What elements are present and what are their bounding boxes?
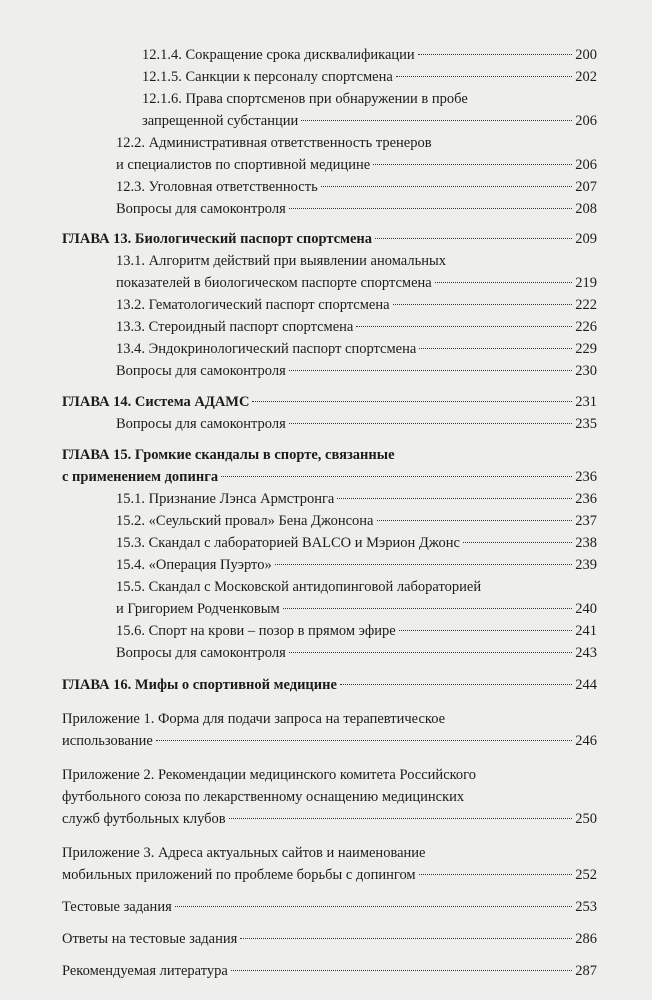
toc-entry-title: 13.2. Гематологический паспорт спортсмена bbox=[116, 297, 390, 313]
toc-page-number: 240 bbox=[575, 601, 597, 617]
toc-page-number: 206 bbox=[575, 113, 597, 129]
toc-chapter-title: ГЛАВА 16. Мифы о спортивной медицине bbox=[62, 677, 337, 693]
toc-entry-12-1-6 bbox=[142, 112, 597, 130]
toc-entry-title: использование bbox=[62, 733, 153, 749]
toc-entry-15-3 bbox=[116, 534, 597, 552]
toc-page-number: 250 bbox=[575, 811, 597, 827]
toc-entry-12-2 bbox=[116, 156, 597, 174]
toc-entry-title: Вопросы для самоконтроля bbox=[116, 363, 286, 379]
dot-leader bbox=[289, 652, 572, 653]
toc-entry-15-2 bbox=[116, 512, 597, 530]
toc-page-number: 226 bbox=[575, 319, 597, 335]
dot-leader bbox=[283, 608, 573, 609]
toc-page-number: 237 bbox=[575, 513, 597, 529]
toc-appendix-2-line1: Приложение 2. Рекомендации медицинского комитета Российского bbox=[62, 767, 477, 783]
toc-entry-title: 12.1.4. Сокращение срока дисквалификации bbox=[142, 47, 415, 63]
toc-page-number: 235 bbox=[575, 416, 597, 432]
toc-entry-13-questions bbox=[116, 362, 597, 380]
toc-page-number: 252 bbox=[575, 867, 597, 883]
toc-appendix-2 bbox=[62, 810, 597, 828]
dot-leader bbox=[252, 401, 572, 402]
toc-page-number: 200 bbox=[575, 47, 597, 63]
dot-leader bbox=[435, 282, 573, 283]
toc-chapter-title: ГЛАВА 13. Биологический паспорт спортсмена bbox=[62, 231, 372, 247]
toc-entry-title: служб футбольных клубов bbox=[62, 811, 226, 827]
dot-leader bbox=[393, 304, 573, 305]
toc-page-number: 206 bbox=[575, 157, 597, 173]
dot-leader bbox=[418, 54, 573, 55]
toc-page-number: 286 bbox=[575, 931, 597, 947]
toc-entry-title: запрещенной субстанции bbox=[142, 113, 299, 129]
toc-entry-title: 13.3. Стероидный паспорт спортсмена bbox=[116, 319, 354, 335]
toc-entry-title: Тестовые задания bbox=[62, 899, 172, 915]
toc-entry-15-5 bbox=[116, 600, 597, 618]
toc-entry-title: Вопросы для самоконтроля bbox=[116, 416, 286, 432]
toc-page-number: 238 bbox=[575, 535, 597, 551]
toc-appendix-1-line1: Приложение 1. Форма для подачи запроса на терапевтическое bbox=[62, 711, 446, 727]
dot-leader bbox=[419, 874, 573, 875]
dot-leader bbox=[275, 564, 573, 565]
dot-leader bbox=[231, 970, 572, 971]
toc-page-number: 230 bbox=[575, 363, 597, 379]
dot-leader bbox=[289, 208, 572, 209]
toc-chapter-15 bbox=[62, 468, 597, 486]
dot-leader bbox=[419, 348, 572, 349]
toc-page-number: 236 bbox=[575, 491, 597, 507]
dot-leader bbox=[156, 740, 572, 741]
toc-page-number: 202 bbox=[575, 69, 597, 85]
dot-leader bbox=[301, 120, 572, 121]
toc-appendix-1 bbox=[62, 732, 597, 750]
toc-entry-13-3 bbox=[116, 318, 597, 336]
dot-leader bbox=[175, 906, 573, 907]
toc-entry-12-questions bbox=[116, 200, 597, 218]
toc-entry-15-1 bbox=[116, 490, 597, 508]
toc-entry-title: показателей в биологическом паспорте спортсмена bbox=[116, 275, 432, 291]
toc-chapter-title: ГЛАВА 14. Система АДАМС bbox=[62, 394, 250, 410]
dot-leader bbox=[373, 164, 572, 165]
toc-appendix-3 bbox=[62, 866, 597, 884]
toc-entry-title: 12.3. Уголовная ответственность bbox=[116, 179, 318, 195]
toc-chapter-13 bbox=[62, 230, 597, 248]
toc-entry-title: 12.1.5. Санкции к персоналу спортсмена bbox=[142, 69, 393, 85]
toc-page-number: 241 bbox=[575, 623, 597, 639]
toc-entry-title: 13.4. Эндокринологический паспорт спортсмена bbox=[116, 341, 417, 357]
toc-page-number: 208 bbox=[575, 201, 597, 217]
toc-entry-15-5-line1: 15.5. Скандал с Московской антидопинговой лабораторией bbox=[116, 579, 482, 595]
dot-leader bbox=[321, 186, 573, 187]
toc-page-number: 244 bbox=[575, 677, 597, 693]
dot-leader bbox=[396, 76, 572, 77]
toc-appendix-3-line1: Приложение 3. Адреса актуальных сайтов и наименование bbox=[62, 845, 426, 861]
toc-answers bbox=[62, 930, 597, 948]
toc-page-number: 236 bbox=[575, 469, 597, 485]
toc-chapter-title: с применением допинга bbox=[62, 469, 219, 485]
toc-page-number: 229 bbox=[575, 341, 597, 357]
toc-page-number: 231 bbox=[575, 394, 597, 410]
toc-entry-12-3 bbox=[116, 178, 597, 196]
toc-entry-12-2-line1: 12.2. Административная ответственность тренеров bbox=[116, 135, 432, 151]
toc-entry-title: 15.1. Признание Лэнса Армстронга bbox=[116, 491, 335, 507]
toc-page-number: 253 bbox=[575, 899, 597, 915]
toc-entry-title: 15.2. «Сеульский провал» Бена Джонсона bbox=[116, 513, 374, 529]
dot-leader bbox=[337, 498, 572, 499]
toc-page-number: 207 bbox=[575, 179, 597, 195]
toc-entry-15-6 bbox=[116, 622, 597, 640]
toc-page-number: 243 bbox=[575, 645, 597, 661]
dot-leader bbox=[340, 684, 572, 685]
dot-leader bbox=[356, 326, 572, 327]
toc-entry-15-questions bbox=[116, 644, 597, 662]
toc-entry-title: Вопросы для самоконтроля bbox=[116, 201, 286, 217]
toc-entry-12-1-4 bbox=[142, 46, 597, 64]
toc-entry-12-1-5 bbox=[142, 68, 597, 86]
dot-leader bbox=[229, 818, 573, 819]
toc-entry-title: Вопросы для самоконтроля bbox=[116, 645, 286, 661]
dot-leader bbox=[399, 630, 573, 631]
toc-chapter-14 bbox=[62, 393, 597, 411]
toc-entry-13-1 bbox=[116, 274, 597, 292]
toc-entry-title: 15.4. «Операция Пуэрто» bbox=[116, 557, 272, 573]
toc-entry-13-2 bbox=[116, 296, 597, 314]
dot-leader bbox=[377, 520, 573, 521]
toc-entry-title: Ответы на тестовые задания bbox=[62, 931, 238, 947]
toc-chapter-16 bbox=[62, 676, 597, 694]
toc-tests bbox=[62, 898, 597, 916]
toc-entry-12-1-6-line1: 12.1.6. Права спортсменов при обнаружении в пробе bbox=[142, 91, 468, 107]
toc-page-number: 287 bbox=[575, 963, 597, 979]
toc-page-number: 222 bbox=[575, 297, 597, 313]
toc-page-number: 209 bbox=[575, 231, 597, 247]
toc-page-number: 219 bbox=[575, 275, 597, 291]
toc-entry-title: Рекомендуемая литература bbox=[62, 963, 228, 979]
toc-appendix-2-line2: футбольного союза по лекарственному оснащению медицинских bbox=[62, 789, 465, 805]
toc-entry-title: 15.3. Скандал с лабораторией BALCO и Мэрион Джонс bbox=[116, 535, 460, 551]
dot-leader bbox=[289, 423, 572, 424]
toc-entry-14-questions bbox=[116, 415, 597, 433]
toc-entry-13-1-line1: 13.1. Алгоритм действий при выявлении аномальных bbox=[116, 253, 446, 269]
dot-leader bbox=[240, 938, 572, 939]
dot-leader bbox=[375, 238, 572, 239]
toc-entry-title: и специалистов по спортивной медицине bbox=[116, 157, 371, 173]
toc-entry-title: мобильных приложений по проблеме борьбы с допингом bbox=[62, 867, 416, 883]
toc-entry-title: и Григорием Родченковым bbox=[116, 601, 280, 617]
toc-entry-15-4 bbox=[116, 556, 597, 574]
dot-leader bbox=[463, 542, 572, 543]
toc-page-number: 246 bbox=[575, 733, 597, 749]
toc-literature bbox=[62, 962, 597, 980]
dot-leader bbox=[289, 370, 572, 371]
toc-entry-13-4 bbox=[116, 340, 597, 358]
toc-chapter-15-line1: ГЛАВА 15. Громкие скандалы в спорте, связанные bbox=[62, 447, 395, 463]
dot-leader bbox=[221, 476, 572, 477]
toc-entry-title: 15.6. Спорт на крови – позор в прямом эфире bbox=[116, 623, 396, 639]
toc-page-number: 239 bbox=[575, 557, 597, 573]
